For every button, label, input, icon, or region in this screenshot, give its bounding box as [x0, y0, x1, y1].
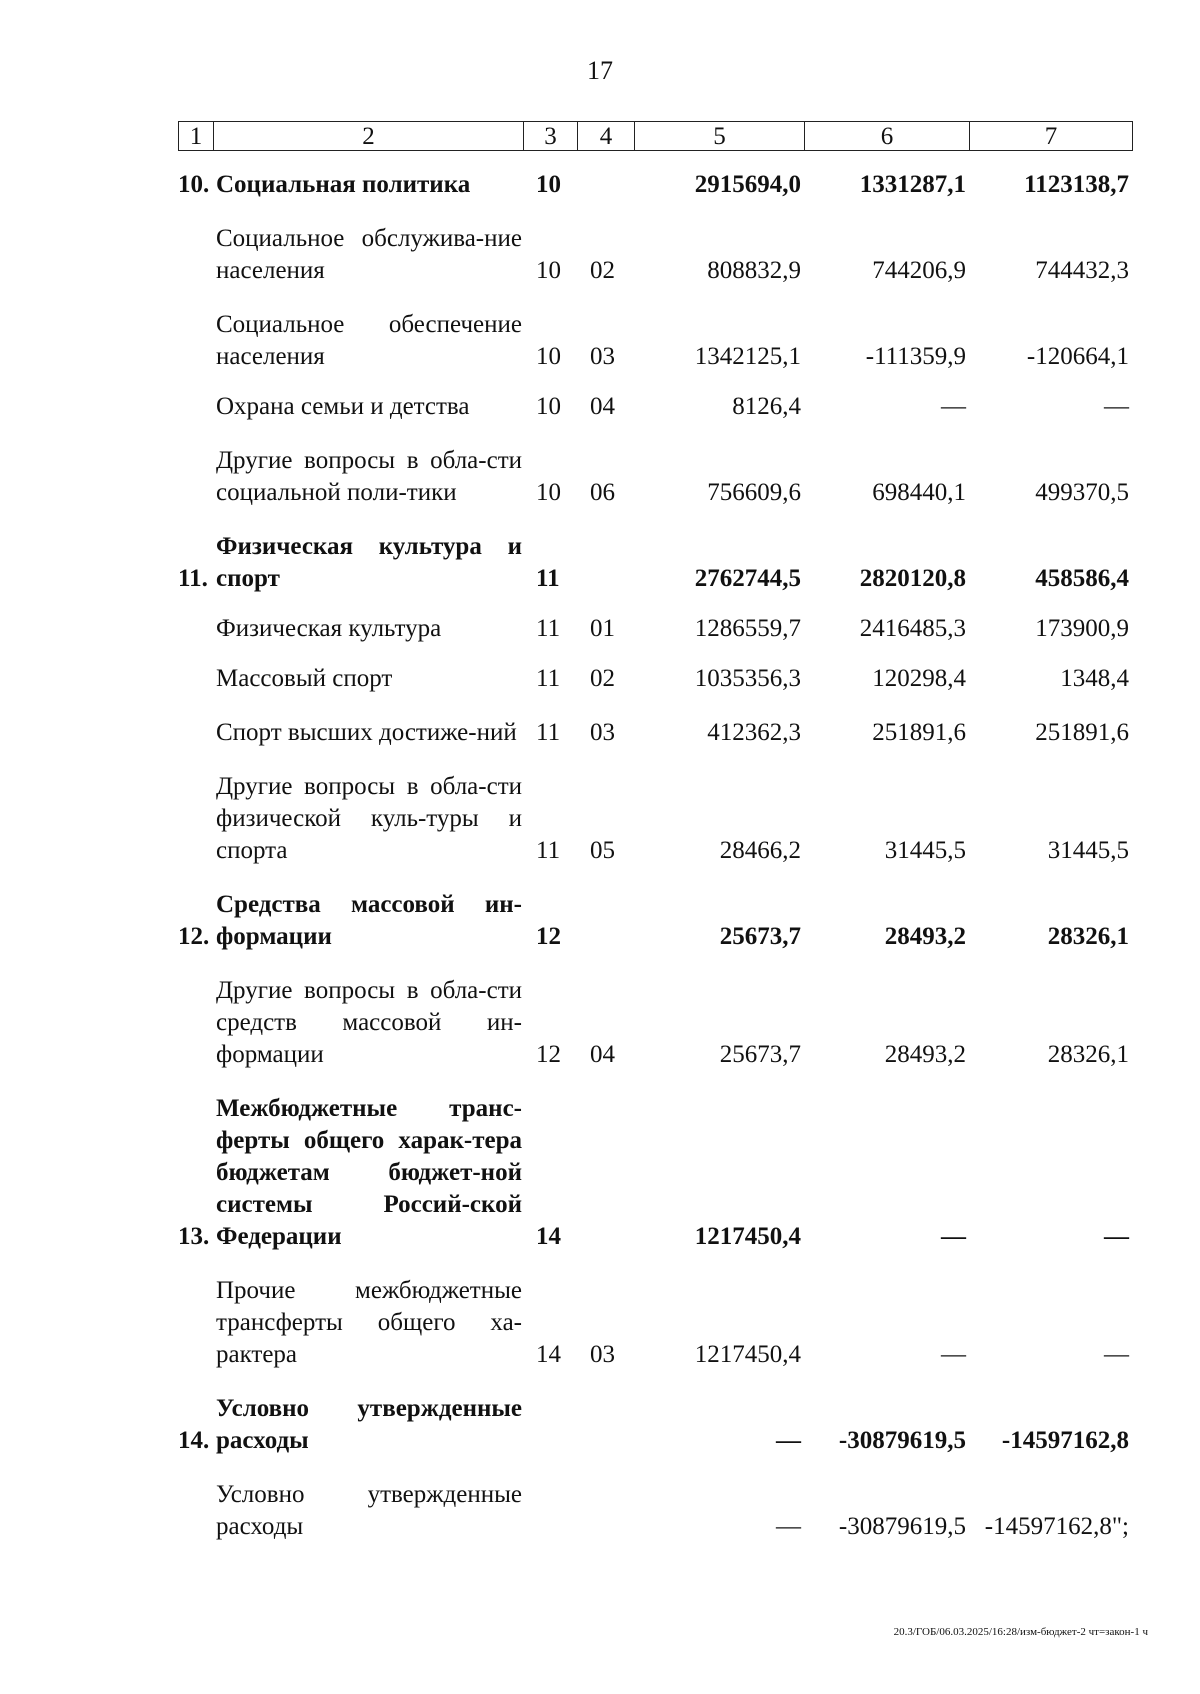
value-col-6: — — [941, 393, 966, 420]
value-col-5: 1342125,1 — [694, 343, 801, 370]
value-col-6: 2820120,8 — [859, 565, 966, 592]
value-col-5: 1035356,3 — [694, 665, 801, 692]
value-col-5: 1217450,4 — [694, 1223, 801, 1250]
value-col-5: 25673,7 — [719, 1041, 801, 1068]
section-code: 10 — [536, 171, 561, 198]
table-row — [178, 1479, 1153, 1543]
section-code: 12 — [536, 923, 561, 950]
row-name: Массовый спорт — [216, 665, 393, 692]
section-code: 11 — [536, 615, 561, 642]
table-row — [178, 169, 1153, 201]
row-name: Физическая культура — [216, 615, 442, 642]
table-row — [178, 771, 1153, 867]
section-code: 10 — [536, 257, 561, 284]
value-col-7: 1348,4 — [1060, 665, 1129, 692]
section-code: 11 — [536, 565, 560, 592]
table-row — [178, 613, 1153, 645]
row-name: Охрана семьи и детства — [216, 393, 470, 420]
header-col-1: 1 — [178, 121, 214, 151]
value-col-7: -120664,1 — [1026, 343, 1129, 370]
value-col-7: — — [1104, 1341, 1129, 1368]
header-col-2: 2 — [214, 121, 524, 151]
table-row — [178, 975, 1153, 1071]
row-number: 10. — [178, 171, 210, 198]
value-col-7: 173900,9 — [1035, 615, 1129, 642]
value-col-5: 8126,4 — [732, 393, 801, 420]
row-name: Условно утвержденные расходы — [216, 1395, 522, 1454]
value-col-7: 458586,4 — [1035, 565, 1129, 592]
value-col-5: 412362,3 — [707, 719, 801, 746]
subsection-code: 04 — [590, 393, 615, 420]
table-row — [178, 531, 1153, 595]
value-col-6: -30879619,5 — [838, 1427, 966, 1454]
row-name: Другие вопросы в обла-сти социальной поли-тики — [216, 447, 522, 506]
row-name: Условно утвержденные расходы — [216, 1481, 522, 1540]
section-code: 12 — [536, 1041, 561, 1068]
value-col-5: 28466,2 — [719, 837, 801, 864]
header-col-5: 5 — [635, 121, 805, 151]
subsection-code: 05 — [590, 837, 615, 864]
value-col-5: 2915694,0 — [694, 171, 801, 198]
section-code: 11 — [536, 665, 561, 692]
subsection-code: 01 — [590, 615, 615, 642]
row-number: 12. — [178, 923, 210, 950]
row-name: Социальная политика — [216, 171, 471, 198]
value-col-6: 744206,9 — [872, 257, 966, 284]
table-row — [178, 1093, 1153, 1253]
row-name: Социальное обеспечение населения — [216, 311, 522, 370]
row-name: Межбюджетные транс-ферты общего харак-тера бюджетам бюджет-ной системы Россий-ской Федерации — [216, 1095, 522, 1250]
row-name: Социальное обслужива-ние населения — [216, 225, 522, 284]
section-code: 10 — [536, 479, 561, 506]
row-name: Другие вопросы в обла-сти средств массовой ин-формации — [216, 977, 522, 1068]
table-header — [178, 121, 1153, 151]
value-col-7: 31445,5 — [1047, 837, 1129, 864]
value-col-7: -14597162,8 — [1001, 1427, 1129, 1454]
value-col-5: 756609,6 — [707, 479, 801, 506]
value-col-7: 499370,5 — [1035, 479, 1129, 506]
subsection-code: 03 — [590, 343, 615, 370]
row-number: 13. — [178, 1223, 210, 1250]
value-col-7: — — [1104, 1223, 1129, 1250]
table-row — [178, 717, 1153, 749]
value-col-7: 251891,6 — [1035, 719, 1129, 746]
subsection-code: 03 — [590, 719, 615, 746]
row-name: Физическая культура и спорт — [216, 533, 522, 592]
value-col-6: -30879619,5 — [838, 1513, 966, 1540]
table-row — [178, 223, 1153, 287]
value-col-6: 1331287,1 — [859, 171, 966, 198]
header-col-7: 7 — [970, 121, 1133, 151]
value-col-7: 28326,1 — [1047, 1041, 1129, 1068]
value-col-5: 808832,9 — [707, 257, 801, 284]
table-row — [178, 663, 1153, 695]
section-code: 14 — [536, 1223, 561, 1250]
row-name: Средства массовой ин-формации — [216, 891, 522, 950]
value-col-7: — — [1104, 393, 1129, 420]
budget-table — [178, 121, 1153, 1543]
subsection-code: 04 — [590, 1041, 615, 1068]
row-name: Прочие межбюджетные трансферты общего ха-рактера — [216, 1277, 522, 1368]
section-code: 11 — [536, 837, 561, 864]
section-code: 10 — [536, 393, 561, 420]
header-col-4: 4 — [578, 121, 635, 151]
value-col-6: 28493,2 — [884, 1041, 966, 1068]
table-row — [178, 1275, 1153, 1371]
table-row — [178, 391, 1153, 423]
value-col-6: 251891,6 — [872, 719, 966, 746]
value-col-6: 28493,2 — [884, 923, 966, 950]
subsection-code: 02 — [590, 257, 615, 284]
subsection-code: 03 — [590, 1341, 615, 1368]
header-col-3: 3 — [524, 121, 578, 151]
row-name: Спорт высших достиже-ний — [216, 719, 517, 746]
value-col-6: 2416485,3 — [859, 615, 966, 642]
value-col-7: 28326,1 — [1047, 923, 1129, 950]
subsection-code: 06 — [590, 479, 615, 506]
value-col-7: 744432,3 — [1035, 257, 1129, 284]
value-col-6: 120298,4 — [872, 665, 966, 692]
header-col-6: 6 — [805, 121, 970, 151]
value-col-5: — — [776, 1513, 801, 1540]
table-row — [178, 445, 1153, 509]
row-number: 11. — [178, 565, 208, 592]
section-code: 10 — [536, 343, 561, 370]
value-col-6: — — [941, 1341, 966, 1368]
value-col-5: 1217450,4 — [694, 1341, 801, 1368]
value-col-5: 1286559,7 — [694, 615, 801, 642]
section-code: 14 — [536, 1341, 561, 1368]
row-name: Другие вопросы в обла-сти физической куль-туры и спорта — [216, 773, 522, 864]
value-col-5: 25673,7 — [719, 923, 801, 950]
value-col-6: 31445,5 — [884, 837, 966, 864]
subsection-code: 02 — [590, 665, 615, 692]
table-row — [178, 309, 1153, 373]
value-col-6: -111359,9 — [865, 343, 966, 370]
row-number: 14. — [178, 1427, 210, 1454]
value-col-5: 2762744,5 — [694, 565, 801, 592]
value-col-5: — — [776, 1427, 801, 1454]
page-number: 17 — [587, 56, 613, 85]
table-body — [178, 169, 1153, 1543]
value-col-7: -14597162,8"; — [984, 1513, 1129, 1540]
table-row — [178, 889, 1153, 953]
value-col-6: 698440,1 — [872, 479, 966, 506]
document-footer: 20.3/ГОБ/06.03.2025/16:28/изм-бюджет-2 чт=закон-1 ч — [893, 1626, 1148, 1638]
value-col-6: — — [941, 1223, 966, 1250]
section-code: 11 — [536, 719, 561, 746]
table-row — [178, 1393, 1153, 1457]
value-col-7: 1123138,7 — [1024, 171, 1129, 198]
